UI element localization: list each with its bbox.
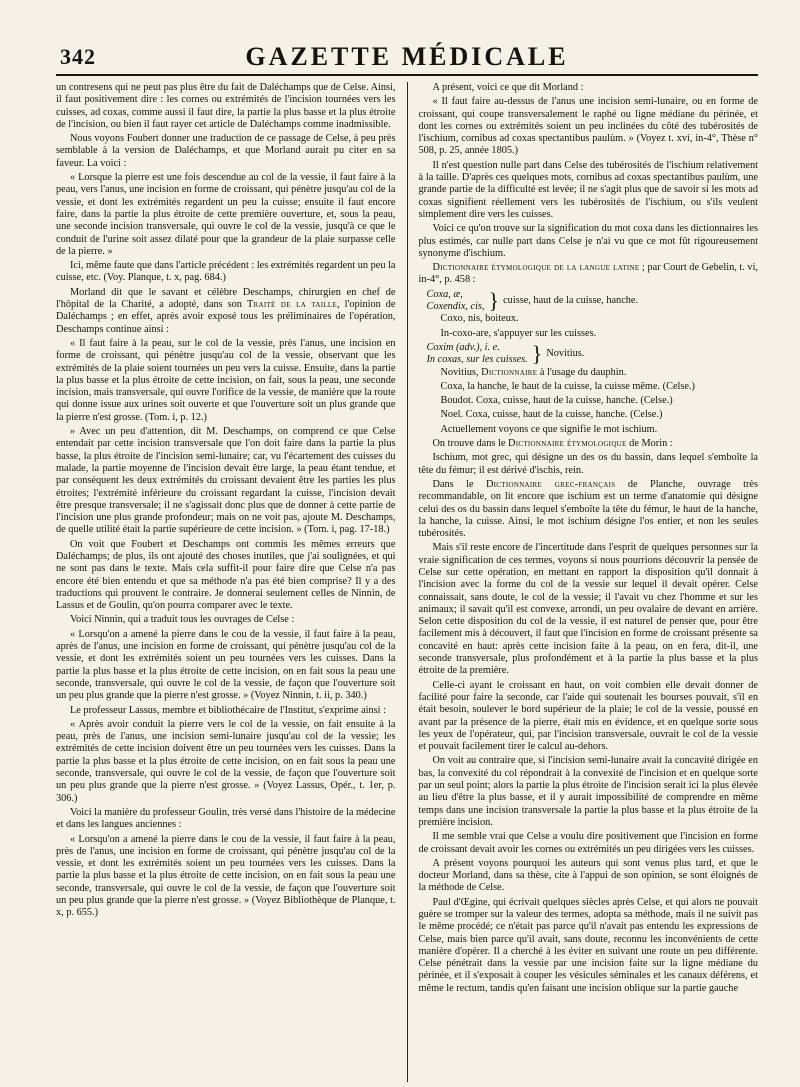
page-number: 342 [60,44,96,69]
book-title: Traité de la taille [246,299,338,311]
dictionary-entry: Coxim (adv.), i. e. [426,341,500,353]
quotation: « Lorsqu'on a amené la pierre dans le cou de la vessie, il faut faire à la peau, près de l'anus, une incision en forme de croissant, qui pénètre jusqu'au col de la vessie, et dont les extrémités soient un peu tournées vers les cuisses. Dans la partie la plus basse et la plus étroite de cette incision, on en fait sous la peau une seconde, transversale, qui ouvre le col de la vessie, de façon que l'ouverture soit un peu plus grande que la pierre n'est grosse. » (Voyez Bibliothèque de Planque, t. x, p. 655.) [56,833,396,919]
dictionary-entry: Boudot. Coxa, cuisse, haut de la cuisse, hanche. (Celse.) [440,395,673,407]
right-column [409,82,759,1082]
dictionary-entry: Coxo, nis, boiteux. [440,313,519,325]
column-divider [407,82,408,1082]
dictionary-entry: Coxa, la hanche, le haut de la cuisse, la cuisse même. (Celse.) [440,380,695,392]
paragraph: A présent voyons pourquoi les auteurs qui sont venus plus tard, et que le docteur Morland, dans sa thèse, cite à l'appui de son opinion, se sont éloignés de la méthode de Celse. [418,857,758,894]
book-title: Dictionnaire étymologique [508,438,627,450]
paragraph: Nous voyons Foubert donner une traduction de ce passage de Celse, à peu près semblable à la version de Daléchamps, et que Morland aurait pu citer en sa faveur. La voici : [56,133,396,169]
paragraph: Morland dit que le savant et célèbre Deschamps, chirurgien en chef de l'hôpital de la Charité, a adopté, dans son Traité de la taille, l'opinion de Daléchamps ; en effet, après avoir exposé tous les préliminaires de l'opération, Deschamps continue ainsi : [56,286,396,335]
quotation: « Lorsqu'on a amené la pierre dans le cou de la vessie, il faut faire à la peau, après de l'anus, une incision en forme de croissant, qui pénètre jusqu'au col de la vessie, et dont les extrémités soient un peu tournées vers les cuisses. Dans la partie la plus basse et la plus étroite de cette incision, on en fait sous la peau une seconde, transversale, qui ouvre le col de la vessie, de façon que l'ouverture soit un peu plus grande que la pierre n'est grosse. » (Voyez Ninnin, t. ii, p. 340.) [56,628,396,702]
dictionary-entry: Coxendix, cis, [426,301,485,313]
paragraph: A présent, voici ce que dit Morland : [432,82,584,93]
paragraph: Ici, même faute que dans l'article précédent : les extrémités regardent un peu la cuisse, etc. (Voy. Planque, t. x, pag. 684.) [56,260,396,284]
text-columns [56,82,758,1082]
paragraph: Voici Ninnin, qui a traduit tous les ouvrages de Celse : [70,614,295,626]
dictionary-group [419,289,759,314]
quotation: » Avec un peu d'attention, dit M. Deschamps, on comprend ce que Celse entendait par cette incision transversale que l'on doit faire dans la partie la plus basse, la plus étroite de l'incision semi-lunaire; car, vu l'écartement des cuisses du malade, la partie moyenne de l'incision devait être large, la peau étant tendue, et par conséquent les deux extrémités du croissant devaient être les parties les plus étroites; l'extrémité inférieure du croissant regardant la cuisse, l'incision devait être presque transversale; il ne s'agissait donc plus que de donner à cette partie de l'incision une plus grande profondeur; mais on ne voit pas, ajoute M. Deschamps, de quelle utilité était la partie supérieure de cette incision. » (Tom. i, pag. 17-18.) [56,426,396,536]
quotation: « Il faut faire à la peau, sur le col de la vessie, près l'anus, une incision en forme de croissant, qui pénètre jusqu'au col de la vessie, observant que les extrémités de la plaie soient tournées un peu vers la cuisse. Ensuite, dans la partie la plus basse et la plus étroite de cette incision, on fait, sous la peau, une seconde incision, mais transversale, qui ouvre l'orifice de la vessie, de manière que la route qui donne issue aux urines soit ouverte et que l'ouverture soit un plus grande que la pierre n'est grosse. (Tom. i, p. 12.) [56,337,396,423]
paragraph: Voici ce qu'on trouve sur la signification du mot coxa dans les dictionnaires les plus estimés, car nulle part dans Celse je n'ai vu que ce mot fût rigoureusement synonyme d'ischium. [418,223,758,259]
journal-title: GAZETTE MÉDICALE [245,42,569,71]
paragraph: Voici la manière du professeur Goulin, très versé dans l'histoire de la médecine et dans les langues anciennes : [56,806,396,831]
quotation: « Après avoir conduit la pierre vers le col de la vessie, on fait ensuite à la peau, près de l'anus, une incision semi-lunaire jusqu'au col de la vessie; les extrémités de cette incision doivent être un peu tournées vers les cuisses. Dans la partie la plus basse et la plus étroite de cette incision, on en fait sous la peau une seconde, transversale, qui ouvre le col de la vessie, de façon que l'ouverture soit un peu plus grande que la pierre n'est grosse. » (Voyez Lassus, Opér., t. 1er, p. 306.) [56,718,396,804]
brace-glyph: } [488,288,500,314]
dictionary-gloss: Novitius. [546,348,585,360]
paragraph: On trouve dans le Dictionnaire étymologique de Morin : [432,438,673,450]
paragraph: Il n'est question nulle part dans Celse des tubérosités de l'ischium relativement à la taille. D'après ces quelques mots, cornibus ad coxas spectantibus paulùm, une grande partie de la difficulté est levée; il ne s'agit plus que de savoir si les mots ad coxas signifient réellement vers les tubérosités de l'ischium, ou s'ils veulent simplement dire vers les cuisses. [418,159,758,220]
book-title: Dictionnaire étymologique de la langue latine [432,262,640,274]
paragraph: Le professeur Lassus, membre et bibliothécaire de l'Institut, s'exprime ainsi : [70,704,386,716]
paragraph: On voit que Foubert et Deschamps ont commis les mêmes erreurs que Daléchamps; de plus, ils ont ajouté des choses inutiles, que j'ai soulignées, et qui ne sont pas dans le texte. Mais cela suffit-il pour faire dire que Celse n'a pas encore été bien entendu et que sa méthode n'a pas été bien comprise? Il y a des traductions qui prouvent le contraire. Je donnerai seulement celles de Ninnin, de Lassus et de Goulin, qu'on pourra comparer avec le texte. [56,538,396,612]
left-column [56,82,406,1082]
page-header [56,40,758,76]
dictionary-gloss: cuisse, haut de la cuisse, hanche. [503,294,639,306]
paragraph: Ischium, mot grec, qui désigne un des os du bassin, dans lequel s'emboîte la tête du fémur; il est dérivé d'ischis, rein. [418,452,758,476]
dictionary-entry: In coxas, sur les cuisses. [426,354,528,366]
dictionary-entry: In-coxo-are, s'appuyer sur les cuisses. [440,327,597,339]
dictionary-entry: Novitius, Dictionnaire à l'usage du dauphin. [440,366,627,378]
book-title: Dictionnaire grec-français [485,478,616,490]
paragraph: Celle-ci ayant le croissant en haut, on voit combien elle devait donner de facilité pour faire la seconde, car l'aide qui soutenait les bourses pouvait, s'il en était besoin, soulever le bord supérieur de la plaie; le col de la vessie, poussé en avant par la présence de la pierre, était mis en évidence, et en quelque sorte sous les yeux de l'opérateur, qui, par l'incision transversale, ouvrait le col de la vessie et pouvait facilement tirer le calcul au-dehors. [418,679,758,753]
dictionary-group [419,342,759,367]
paragraph: Dans le Dictionnaire grec-français de Planche, ouvrage très recommandable, on lit encore que ischium est un terme d'anatomie qui désigne celui des os du bassin dans lequel s'emboîte la tête du fémur, le haut de la hanche, la hanche, la cuisse. Ainsi, le mot ischium désigne l'os entier, et non les seules tubérosités. [418,478,758,540]
book-title: Dictionnaire [481,366,538,378]
paragraph: Dictionnaire étymologique de la langue latine ; par Court de Gebelin, t. vi, in-4°, p. 458 : [418,262,758,286]
quotation: « Il faut faire au-dessus de l'anus une incision semi-lunaire, ou en forme de croissant, qui coupe transversalement le raphé ou ligne médiane du périnée, et dont les cornes ou extrémités soient un peu inclinées du côté des tubérosités de l'ischium, cornibus ad coxas spectantibus paulùm. » (Voyez t. xvi, in-4°, Thèse n° 508, p. 25, année 1805.) [418,96,758,157]
dictionary-entry: Coxa, æ, [426,288,463,300]
dictionary-entry: Actuellement voyons ce que signifie le mot ischium. [440,423,658,435]
paragraph: un contresens qui ne peut pas plus être du fait de Daléchamps que de Celse. Ainsi, il faut positivement dire : les cornes ou extrémités de l'incision tournées vers les cuisses, ad coxas, comme aussi il faut dire, la partie la plus basse et la plus étroite de l'incision, ou bien il faut rayer cet article de Daléchamps comme inadmissible. [56,82,396,130]
brace-glyph: } [531,341,543,367]
paragraph: On voit au contraire que, si l'incision semi-lunaire avait la concavité dirigée en bas, la convexité du col répondrait à la convexité de l'incision et en quelque sorte par un seul point; alors la partie la plus étroite de l'incision serait ici la plus élevée au lieu d'être la plus basse, et il y aurait impossibilité de comprendre en même temps dans une incision transversale la partie la plus basse et la plus étroite de la première incision. [418,755,758,828]
paragraph: Paul d'Œgine, qui écrivait quelques siècles après Celse, et qui alors ne pouvait guère se tromper sur la valeur des termes, adopta sa méthode, mais il ne suivit pas le même procédé; ce n'était pas parce qu'il n'avait pas entendu les expressions de Celse, mais bien parce qu'il avait, sans doute, reconnu les inconvénients de cette manière d'opérer. Il a cherché à les éviter en suivant une route un peu différente. Celse pénétrait dans la vessie par une incision faite sur la ligne médiane du périnée, et il s'exposait à couper les vésicules séminales et les canaux déférens, et même le rectum, tandis qu'en faisant une incision oblique sur la partie gauche [418,896,758,994]
paragraph: Mais s'il reste encore de l'incertitude dans l'esprit de quelques personnes sur la vraie signification de ces termes, voyons si nous pourrions découvrir la pensée de Celse sur cette opération, en mettant en rapport la disposition qu'il donnait à l'incision avec la forme du col de la vessie sur lequel il devait opérer. Celse connaissait, sans doute, le col de la vessie; il l'avait vu chez l'homme et sur les animaux; il savait qu'il est convexe, arrondi, un peu ovalaire de devant en arrière. Selon cette disposition du col de la vessie, il est naturel de penser que, pour être facilement mis à découvert, il faut que l'incision en forme de croissant présente sa concavité en haut: après cette incision faite à la peau, on en fera, dit-il, une seconde transversale, plus profondément et à la partie la plus basse et la plus étroite de la première. [418,542,758,677]
paragraph: Il me semble vrai que Celse a voulu dire positivement que l'incision en forme de croissant devait avoir les cornes ou extrémités un peu dirigées vers les cuisses. [418,831,758,855]
dictionary-entry: Noel. Coxa, cuisse, haut de la cuisse, hanche. (Celse.) [440,409,663,421]
quotation: « Lorsque la pierre est une fois descendue au col de la vessie, il faut faire à la peau, vers l'anus, une incision en forme de croissant, qui pénètre jusqu'au col de la vessie, et dont les extrémités regardent un peu la cuisse; ensuite il faut encore faire, dans la partie la plus étroite de cette première ouverture, et, sous la peau, une seconde incision transversale, qui ouvre le col de la vessie, jusqu'à ce que le conduit de l'urine soit assez dilaté pour que la grandeur de la plaie surpasse celle de la pierre. » [56,172,396,257]
